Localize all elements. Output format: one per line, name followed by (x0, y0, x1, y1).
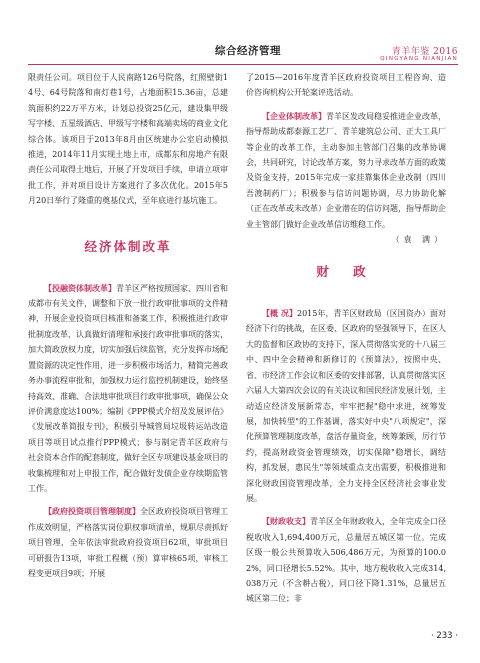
text-overview: 2015年，青羊区财政局（区国资办）面对经济下行的挑战，在区委、区政府的坚强领导下，在区人大的监督和区政协的支持下，深入贯彻落实党的十八届三中、四中全会精神和新修订的《预算法》，按照中央、省、市经济工作会议和区委的安排部署，认真贯彻落实区六届人大第四次会议的有关决议和国民经济发展计划，主动适应经济发展新常态，牢牢把握"稳中求进，统筹发展，加快转型"的工作基调，落实好中央"八项规定"，深化预算管理制度改革，盘活存量资金，统筹兼顾，厉行节约，提高财政资金管理绩效，切实保障"稳增长，调结构，抓发展，惠民生"等领域重点支出需要，积极推进和深化财政国资管理改革，全力支持全区经济社会事业发展。 (246, 309, 447, 503)
tag-overview: 【概 况】 (262, 309, 297, 319)
paragraph-revenue (246, 514, 446, 606)
section-title-finance: 财 政 (316, 264, 376, 280)
left-column (28, 70, 228, 581)
tag-revenue: 【财政收支】 (262, 517, 310, 527)
text-enterprise-reform: 青羊区发改局稳妥推进企业改革，指导帮助成都泰源工艺厂、青羊建筑总公司、正大工具厂等企业的改革工作，主动参加主管部门召集的改革协调会，共同研究，讨论改革方案，努力寻求改革方面的政策及资金支持，2015年完成一家挂靠集体企业改制（四川吾渡制药厂）；积极参与信访问题协调，尽力协助化解（正在改革或未改革）企业潜在的信访问题，指导帮助企业主管部门做好企业改革信访维稳工作。 (246, 111, 446, 229)
right-column (246, 70, 446, 607)
header-year-label: 青羊年鉴 2016 (391, 47, 458, 57)
text-investment-reform: 青羊区严格按照国家、四川省和成都市有关文件，调整和下放一批行政审批事项的文件精神，开展企业投资项目核准和备案工作，积极推进行政审批制度改革，认真做好清理和承接行政审批事项的落实，加大简政放权力度，切实加强后续监管，充分发挥市场配置资源的决定性作用，进一步积极市场活力，精简完善政务办事流程审批和，加强权力运行监控机制建设，始终坚持高效、准确、合法地审批项目行政审批事项，确保公众评价满意度达100%；编制《PPP模式介绍及发展评估》《发展改革简报专刊》，积极引导城管局垃圾转运站改造项目等项目试点推行PPP模式；参与制定青羊区政府与社会资本合作的配套制度，做好全区专项建设基金项目的收集梳理和对上申报工作，配合做好发债企业存续期监管工作。 (28, 283, 228, 493)
text-gov-investment: 全区政府投资项目管理工作成效明显，严格落实岗位职权事项清单，规职尽责抓好项目管理，全年依法审批政府投资项目62项，审批项目可研报告13项，审批工程概（预）算审核65项，审核工程变更项目9项；开展 (28, 507, 228, 578)
tag-enterprise-reform: 【企业体制改革】 (262, 111, 326, 121)
intro-paragraph: 限责任公司。项目位于人民南路126号院落，红照壁街14号、64号院落和南灯巷1号，占地面积15.36亩，总建筑面积约22万平方米，计划总投资25亿元，建设集甲级写字楼、五星级酒店、甲级写字楼和高端卖场的商业文化综合体。该项目于2013年8月由区统建办公室启动模拟推进，2014年11月实现土地上市，成都东和房地产有限责任公司取得土地后，开展了开发项目手续，申请立项审批工作，并对项目设计方案进行了多次优化。2015年5月20日举行了隆重的奠基仪式，至年底进行基坑施工。 (28, 73, 228, 206)
continued-paragraph: 了2015—2016年度青羊区政府投资项目工程咨询、造价咨询机构公开轮案评选活动。 (246, 73, 446, 98)
tag-investment-reform: 【投融资体制改革】 (44, 283, 116, 293)
page-header (0, 0, 480, 60)
paragraph-investment-reform (28, 281, 228, 497)
header-title: 综合经济管理 (215, 45, 281, 57)
author-credit: （袁 满） (391, 235, 446, 245)
text-revenue: 青羊区全年财政收入，全年完成全口径税收收入1,694,400万元，总量居五城区第一位。完成区级一般公共预算收入506,486万元，为预算的100.02%，同口径增长5.52%。其中，地方税收收入完成314,038万元（不含耕占税），同口径下降1.31%，总量居五城区第二位；非 (246, 517, 446, 604)
paragraph-gov-investment (28, 504, 228, 581)
paragraph-overview (246, 306, 446, 506)
paragraph-enterprise-reform (246, 109, 446, 245)
header-pinyin: QINGYANG NIANJIAN (380, 56, 458, 62)
tag-gov-investment: 【政府投资项目管理制度】 (44, 507, 140, 517)
page-number: · 233 · (430, 631, 458, 641)
header-rule (28, 64, 458, 65)
section-title-economic-reform: 经济体制改革 (84, 238, 172, 254)
